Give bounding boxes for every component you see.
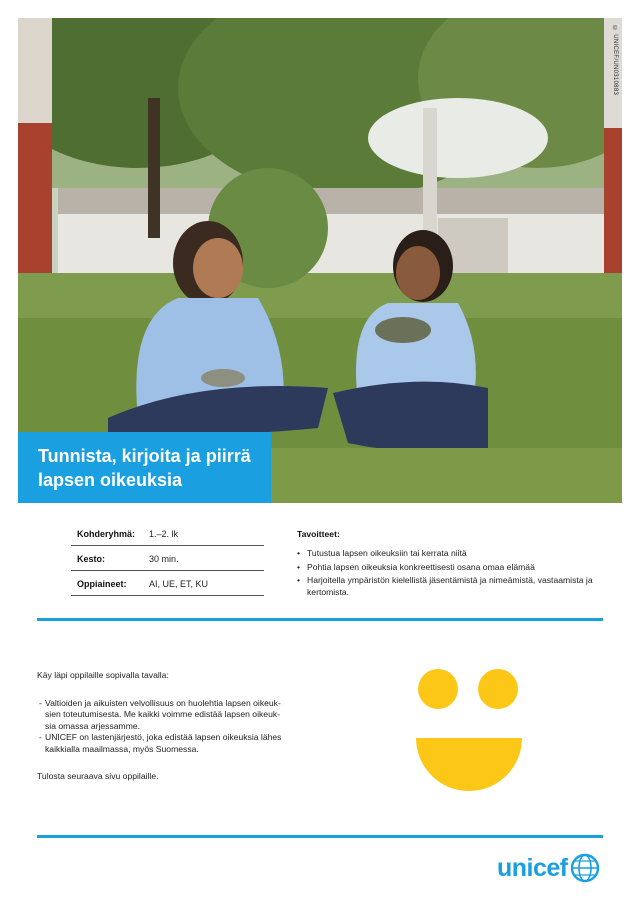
instructions-outro: Tulosta seuraava sivu oppilaille. bbox=[37, 771, 159, 781]
hero-photo bbox=[18, 18, 622, 503]
goal-item: • Harjoitella ympäristön kielellistä jäsentämistä ja nimeämistä, vastaamista ja kertomista. bbox=[297, 575, 597, 598]
info-value: AI, UE, ET, KU bbox=[149, 579, 209, 589]
smiley-face-icon bbox=[414, 668, 524, 792]
divider-top bbox=[37, 618, 603, 621]
title-banner bbox=[18, 432, 271, 503]
globe-icon bbox=[570, 853, 600, 883]
info-value: 1.–2. lk bbox=[149, 529, 179, 539]
info-table bbox=[71, 521, 264, 596]
info-label: Kesto: bbox=[77, 554, 106, 564]
instructions bbox=[37, 670, 337, 783]
divider-bottom bbox=[37, 835, 603, 838]
instructions-intro: Käy läpi oppilaille sopivalla tavalla: bbox=[37, 670, 169, 680]
page-title: Tunnista, kirjoita ja piirrä lapsen oikeuksia bbox=[38, 446, 251, 490]
unicef-logo bbox=[497, 853, 600, 883]
instruction-item: - Valtioiden ja aikuisten velvollisuus on huolehtia lapsen oikeuk- sien toteutumisesta. Me kaikki voimme edistää lapsen oikeuk- sia omassa arjessamme. bbox=[39, 697, 281, 731]
info-label: Oppiaineet: bbox=[77, 579, 127, 589]
photo-credit: © UNICEF/UN0310883 bbox=[612, 26, 618, 96]
info-row-subjects bbox=[71, 571, 264, 596]
goal-item: • Pohtia lapsen oikeuksia konkreettisesti osana omaa elämää bbox=[297, 562, 597, 574]
goals-list bbox=[297, 548, 597, 598]
info-row-duration bbox=[71, 546, 264, 571]
info-row-target-group bbox=[71, 521, 264, 546]
goal-item: • Tutustua lapsen oikeuksiin tai kerrata niitä bbox=[297, 548, 597, 560]
photo-illustration bbox=[18, 18, 622, 503]
info-label: Kohderyhmä: bbox=[77, 529, 136, 539]
goals-heading: Tavoitteet: bbox=[297, 529, 340, 539]
instruction-text: UNICEF on lastenjärjestö, joka edistää lapsen oikeuksia lähes kaikkialla maailmassa, myös Suomessa. bbox=[45, 732, 282, 754]
logo-wordmark: unicef bbox=[497, 853, 568, 882]
goals-section bbox=[297, 529, 597, 600]
instruction-item: - UNICEF on lastenjärjestö, joka edistää lapsen oikeuksia lähes kaikkialla maailmassa, myös Suomessa. bbox=[39, 732, 282, 754]
instruction-text: Valtioiden ja aikuisten velvollisuus on huolehtia lapsen oikeuk- sien toteutumisesta. Me kaikki voimme edistää lapsen oikeuk- sia omassa arjessamme. bbox=[45, 697, 281, 731]
info-value: 30 min. bbox=[149, 554, 179, 564]
